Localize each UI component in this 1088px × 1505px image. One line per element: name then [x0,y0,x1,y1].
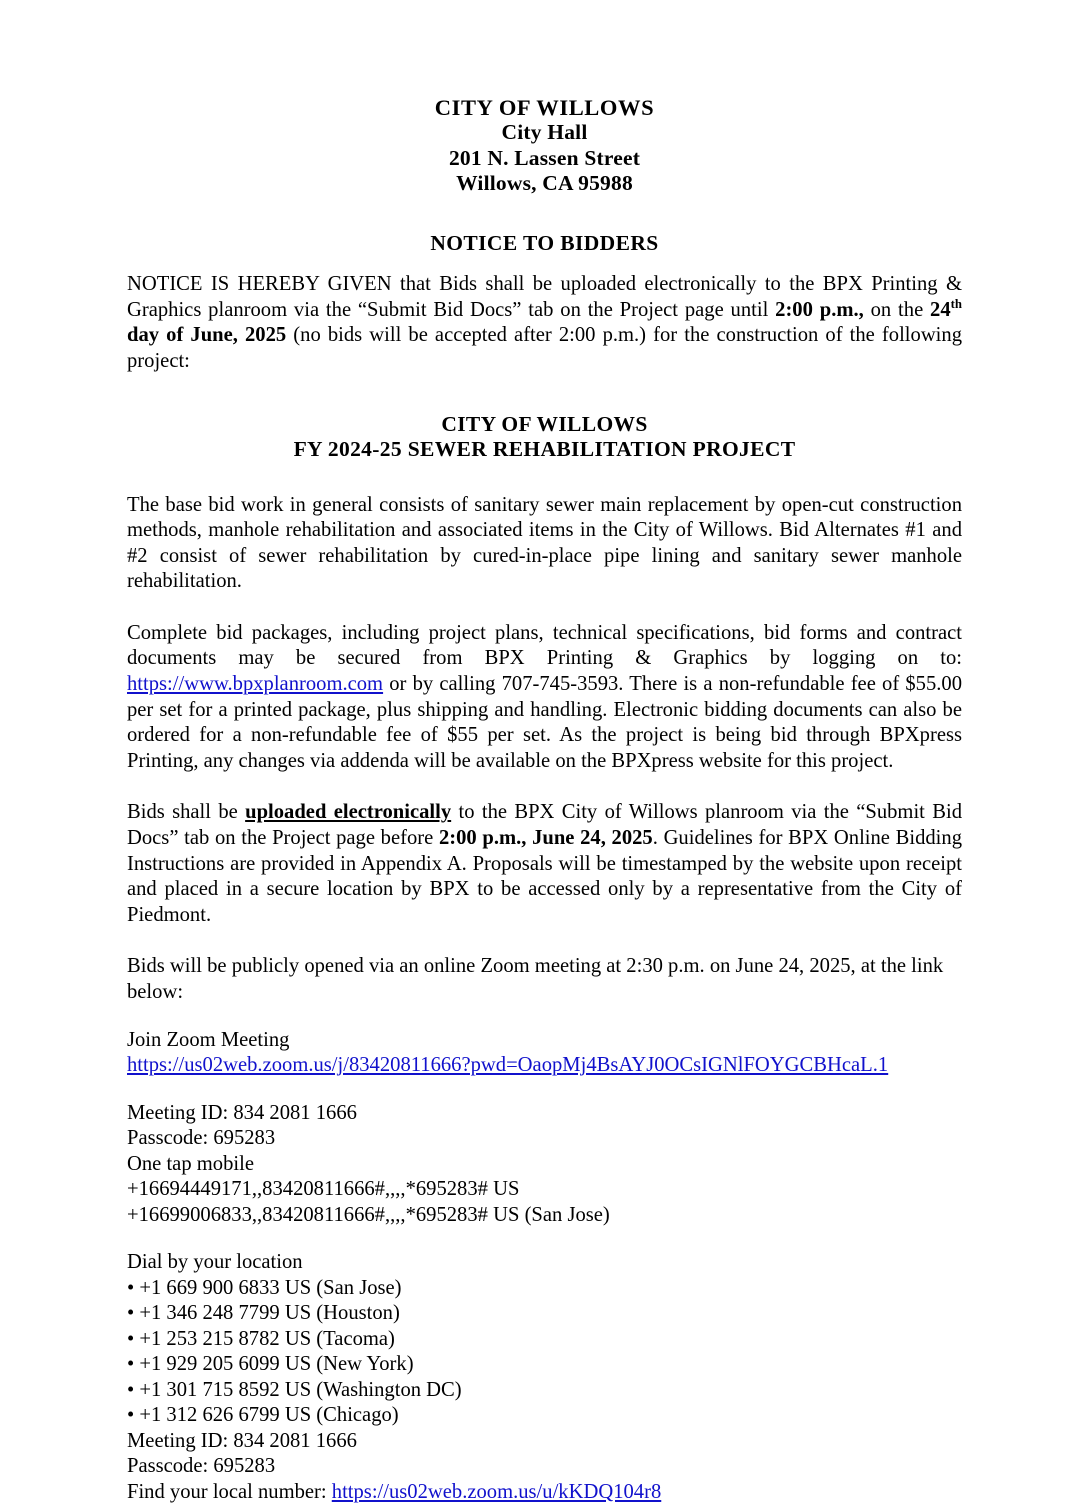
dial-number-item: • +1 669 900 6833 US (San Jose) [127,1276,402,1299]
letterhead-street: 201 N. Lassen Street [448,145,641,170]
dial-number-item: • +1 346 248 7799 US (Houston) [127,1302,400,1325]
project-title [127,412,962,463]
packages-part1: Complete bid packages, including project plans, technical specifications, bid forms and contract documents may be secured from BPX Printing & Graphics by logging on to: [127,621,962,670]
upload-part3: . Guidelines for BPX Online Bidding Instructions are provided in Appendix A. Proposals will be timestamped by the website upon receipt and placed in a secure location by BPX to be accessed only by a representative from the City of Piedmont. [127,827,962,926]
notice-part2: on the [863,298,931,321]
letterhead-building: City Hall [501,120,588,145]
zoom-dial-block [127,1250,962,1505]
zoom-passcode-2: Passcode: 695283 [127,1455,276,1478]
project-title-line2: FY 2024-25 SEWER REHABILITATION PROJECT [293,437,796,461]
packages-paragraph [127,621,962,775]
letterhead [127,95,962,197]
zoom-meeting-id-2: Meeting ID: 834 2081 1666 [127,1429,357,1452]
opening-paragraph: Bids will be publicly opened via an online Zoom meeting at 2:30 p.m. on June 24, 2025, at the link below: [127,955,944,1003]
notice-bold-day: 24 [930,298,951,321]
zoom-one-tap-number-2: +16699006833,,83420811666#,,,,*695283# US (San Jose) [127,1203,610,1226]
zoom-join-link[interactable]: https://us02web.zoom.us/j/83420811666?pwd=OaopMj4BsAYJ0OCsIGNlFOYGCBHcaL.1 [127,1054,889,1077]
dial-number-item: • +1 929 205 6099 US (New York) [127,1353,414,1376]
notice-part1: NOTICE IS HEREBY GIVEN that Bids shall be uploaded electronically to the BPX Printing & Graphics planroom via the “Submit Bid Docs” tab on the Project page until [127,273,962,321]
notice-part3: (no bids will be accepted after 2:00 p.m.) for the construction of the following project: [127,324,963,372]
zoom-meeting-id: Meeting ID: 834 2081 1666 [127,1101,357,1124]
notice-to-bidders-heading: NOTICE TO BIDDERS [430,230,659,255]
packages-part2: or by calling 707-745-3593. There is a non-refundable fee of $55.00 per set for a printed package, plus shipping and handling. Electronic bidding documents can also be ordered for a non-refundable fee of $55 per set. As the project is being bid through BPXpress Printing, any changes via addenda will be available on the BPXpress website for this project. [127,673,962,772]
dial-number-item: • +1 312 626 6799 US (Chicago) [127,1404,399,1427]
project-title-line1: CITY OF WILLOWS [441,411,648,436]
zoom-find-local-link[interactable]: https://us02web.zoom.us/u/kKDQ104r8 [331,1480,662,1503]
zoom-one-tap-number-1: +16694449171,,83420811666#,,,,*695283# US [127,1178,520,1201]
notice-bold-day-ordinal: th [950,296,962,311]
upload-emphasis: uploaded electronically [245,801,452,824]
letterhead-city-state-zip: Willows, CA 95988 [456,171,633,196]
upload-paragraph [127,800,962,928]
upload-part1: Bids shall be [127,801,246,824]
zoom-passcode: Passcode: 695283 [127,1127,276,1150]
zoom-find-local-label: Find your local number: [127,1480,332,1503]
zoom-dial-label: Dial by your location [127,1251,303,1274]
letterhead-organization: CITY OF WILLOWS [434,95,655,120]
scope-paragraph: The base bid work in general consists of sanitary sewer main replacement by open-cut construction methods, manhole rehabilitation and associated items in the City of Willows. Bid Alternates #1 and #2 consist of sewer rehabilitation by cured-in-place pipe lining and sanitary sewer manhole rehabilitation. [127,493,962,593]
zoom-join-label: Join Zoom Meeting [127,1028,290,1051]
dial-number-item: • +1 301 715 8592 US (Washington DC) [127,1378,462,1401]
zoom-one-tap-label: One tap mobile [127,1152,254,1175]
notice-bold-time: 2:00 p.m., [775,298,864,321]
bpxplanroom-link[interactable]: https://www.bpxplanroom.com [127,673,384,696]
upload-part2: to the BPX City of Willows planroom via the “Submit Bid Docs” tab on the Project page before [127,801,962,850]
zoom-details-block [127,1101,962,1229]
notice-paragraph [127,272,962,374]
dial-number-item: • +1 253 215 8782 US (Tacoma) [127,1327,395,1350]
zoom-join-block [127,1028,962,1079]
upload-bold-deadline: 2:00 p.m., June 24, 2025 [438,827,653,850]
notice-bold-date-rest: day of June, 2025 [127,324,287,347]
